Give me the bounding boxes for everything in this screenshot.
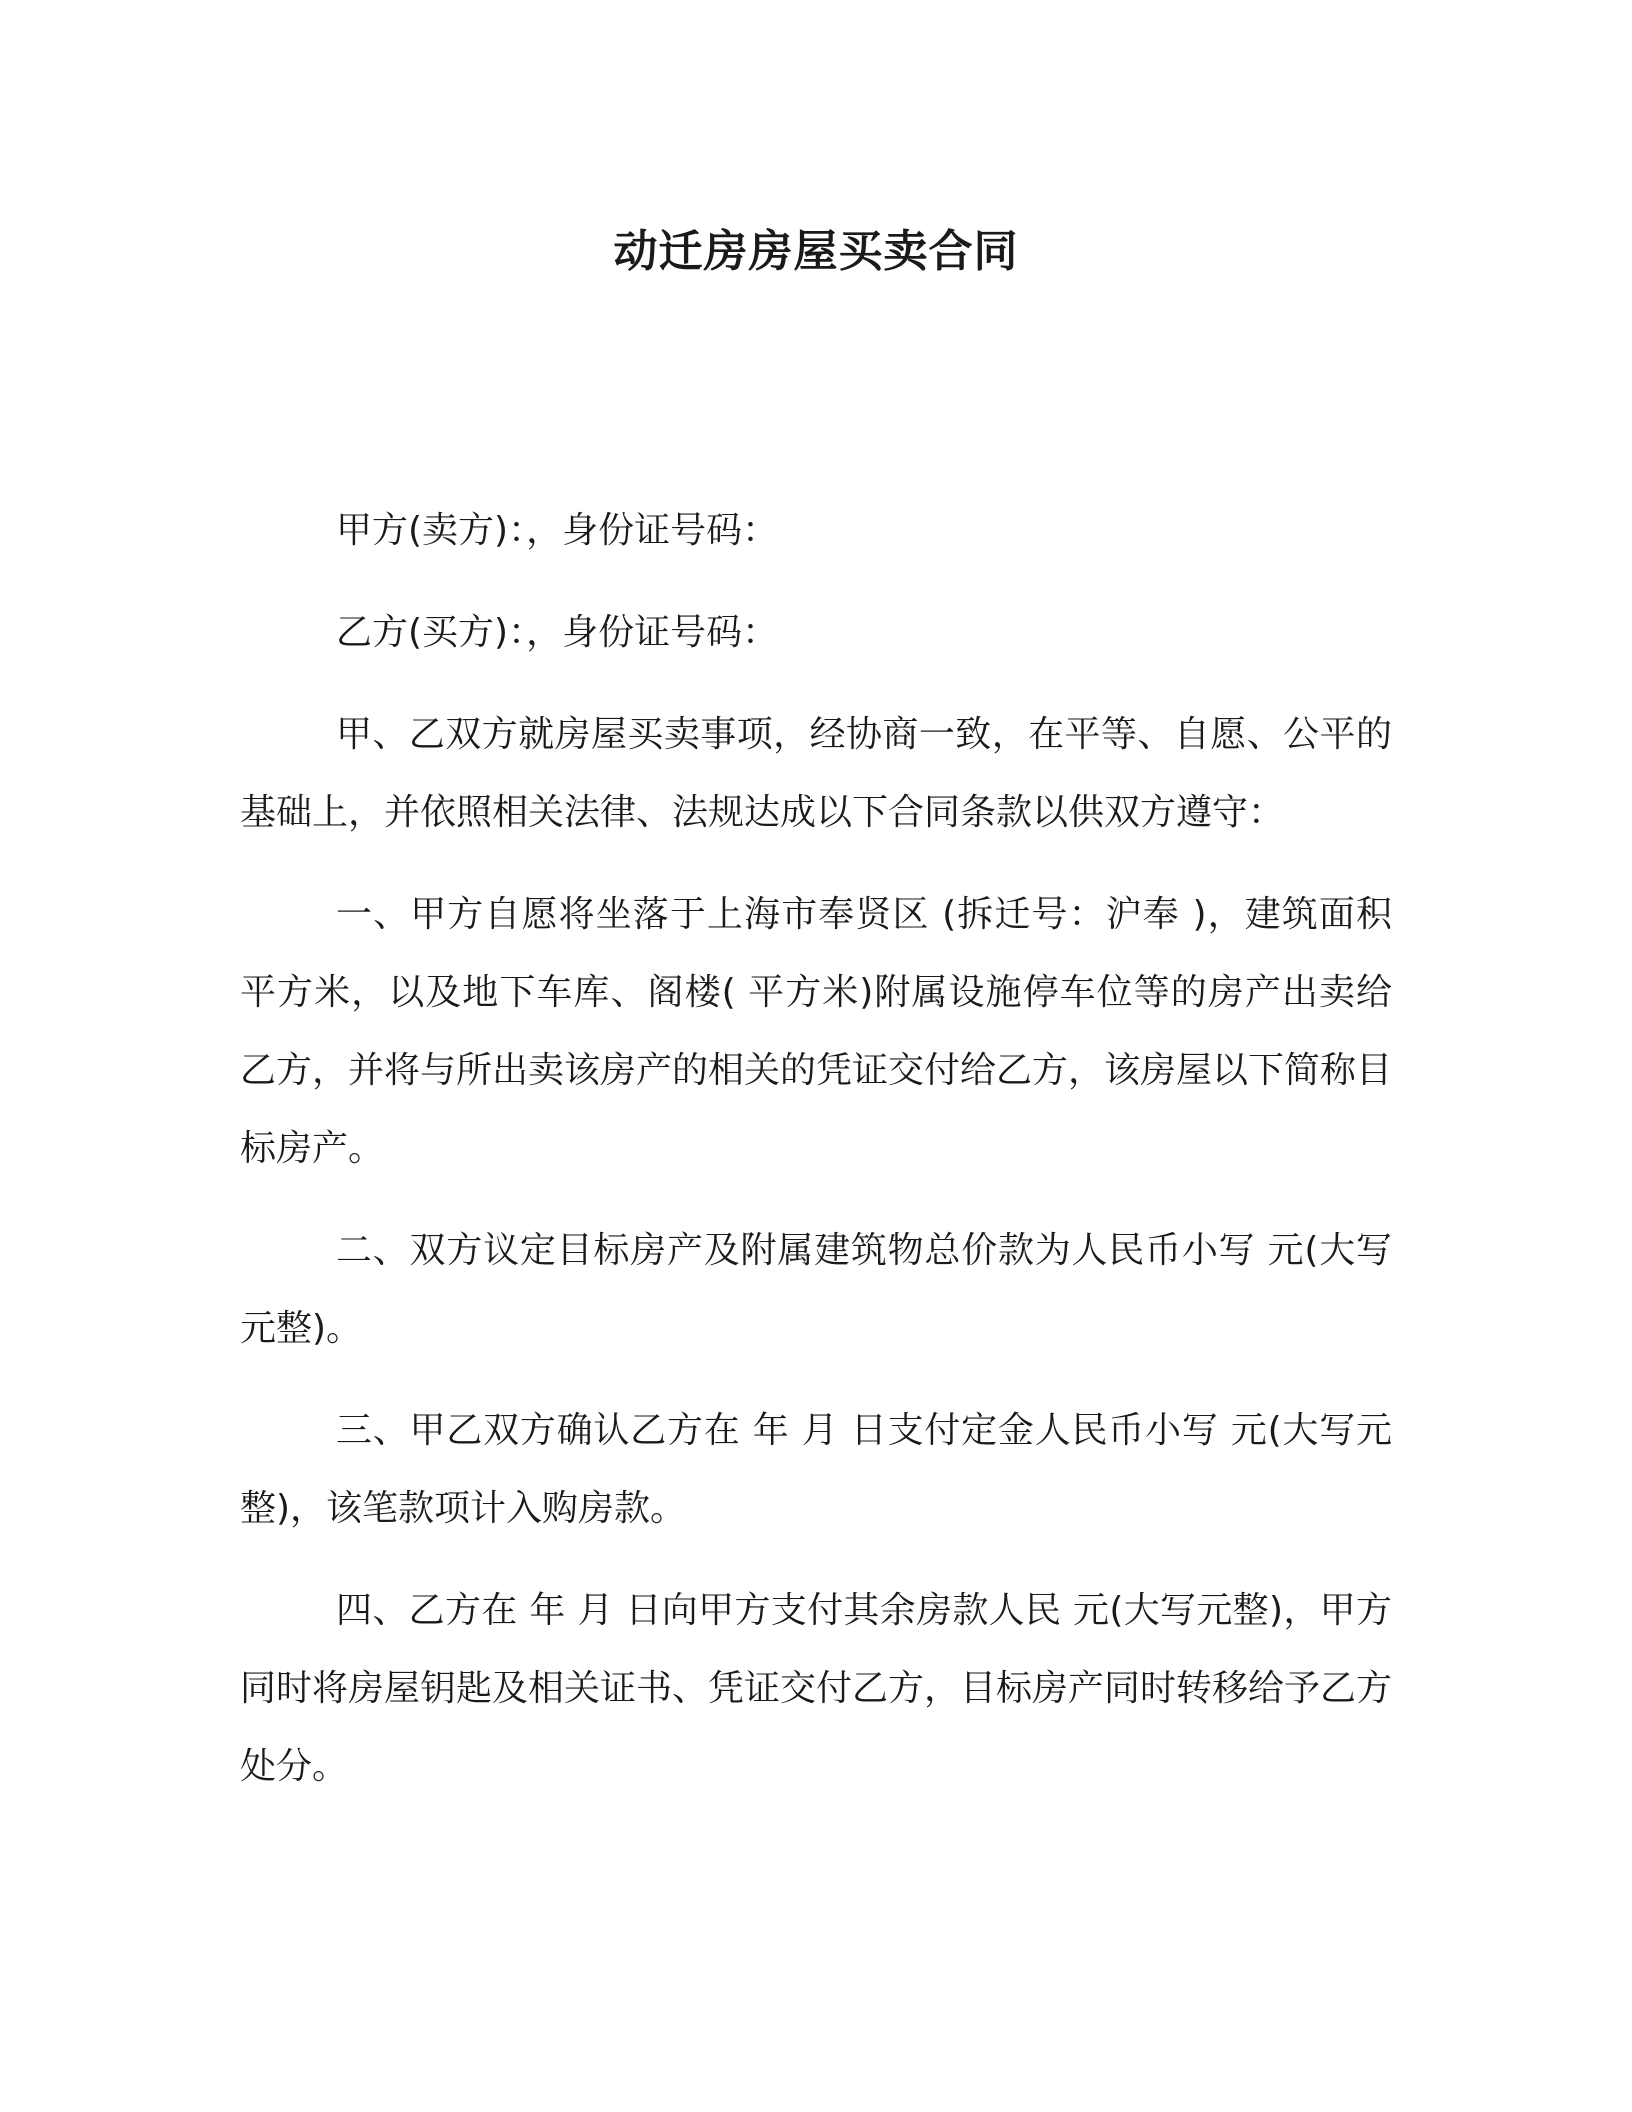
party-b-line: 乙方(买方)：，身份证号码：: [336, 612, 779, 653]
preamble-paragraph: 甲、乙双方就房屋买卖事项，经协商一致，在平等、自愿、公平的基础上，并依照相关法律、法规达成以下合同条款以供双方遵守：: [240, 714, 1392, 833]
clause-2-paragraph: 二、双方议定目标房产及附属建筑物总价款为人民币小写 元(大写元整)。: [240, 1230, 1392, 1349]
party-a-line: 甲方(卖方)：，身份证号码：: [336, 510, 779, 551]
document-body: [240, 492, 1392, 1806]
clause-3-paragraph: 三、甲乙双方确认乙方在 年 月 日支付定金人民币小写 元(大写元整)，该笔款项计入购房款。: [240, 1410, 1392, 1529]
document-title: 动迁房房屋买卖合同: [613, 226, 1019, 277]
clause-4-paragraph: 四、乙方在 年 月 日向甲方支付其余房款人民 元(大写元整)，甲方同时将房屋钥匙及相关证书、凭证交付乙方，目标房产同时转移给予乙方处分。: [240, 1590, 1393, 1787]
clause-1-paragraph: 一、甲方自愿将坐落于上海市奉贤区 (拆迁号：沪奉 )，建筑面积平方米，以及地下车库、阁楼( 平方米)附属设施停车位等的房产出卖给乙方，并将与所出卖该房产的相关的凭证交付给乙方，该房屋以下简称目标房产。: [240, 894, 1393, 1169]
